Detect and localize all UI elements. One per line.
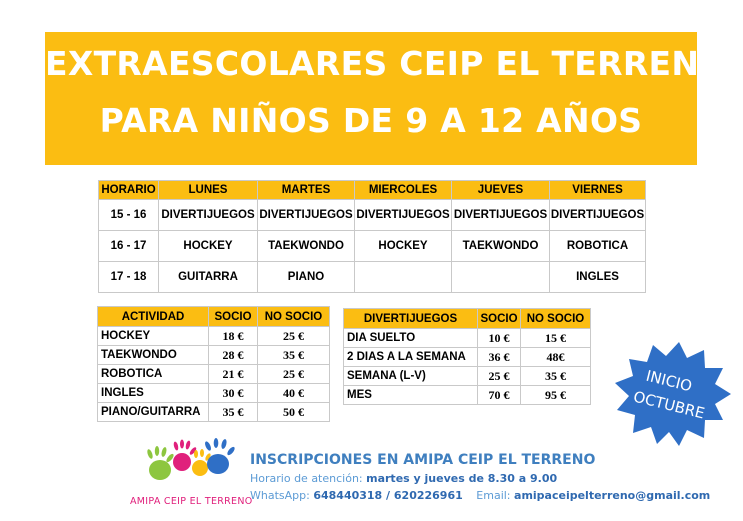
prices-row [344, 386, 591, 405]
schedule-row [99, 200, 646, 231]
schedule-cell: DIVERTIJUEGOS [452, 200, 550, 231]
schedule-header-cell: VIERNES [550, 181, 646, 200]
schedule-cell: HOCKEY [355, 231, 452, 262]
activity-name: HOCKEY [98, 327, 209, 346]
prices-row [98, 346, 330, 365]
registration-title: INSCRIPCIONES EN AMIPA CEIP EL TERRENO [250, 452, 596, 468]
non-member-price: 35 € [521, 367, 591, 386]
prices-row [98, 365, 330, 384]
prices-header-cell: NO SOCIO [258, 307, 330, 327]
schedule-cell [452, 262, 550, 293]
hours-line [250, 472, 710, 485]
activity-name: INGLES [98, 384, 209, 403]
prices-header-cell: DIVERTIJUEGOS [344, 309, 478, 329]
member-price: 10 € [478, 329, 521, 348]
member-price: 28 € [209, 346, 258, 365]
prices-header-cell: ACTIVIDAD [98, 307, 209, 327]
schedule-header-cell: MIERCOLES [355, 181, 452, 200]
prices-header-cell: NO SOCIO [521, 309, 591, 329]
email-link[interactable]: amipaceipelterreno@gmail.com [514, 489, 711, 502]
badge-line-1: INICIO [644, 366, 694, 396]
prices-row [98, 327, 330, 346]
prices-row [344, 329, 591, 348]
schedule-header-cell: JUEVES [452, 181, 550, 200]
schedule-header-cell: HORARIO [99, 181, 159, 200]
prices-row [98, 403, 330, 422]
schedule-cell: INGLES [550, 262, 646, 293]
schedule-time-cell: 16 - 17 [99, 231, 159, 262]
hours-label: Horario de atención: [250, 472, 367, 485]
schedule-cell: DIVERTIJUEGOS [550, 200, 646, 231]
schedule-cell [355, 262, 452, 293]
member-price: 35 € [209, 403, 258, 422]
member-price: 21 € [209, 365, 258, 384]
non-member-price: 25 € [258, 365, 330, 384]
activity-prices-table [97, 306, 330, 422]
schedule-row [99, 262, 646, 293]
member-price: 25 € [478, 367, 521, 386]
non-member-price: 40 € [258, 384, 330, 403]
option-name: SEMANA (L-V) [344, 367, 478, 386]
banner-title: EXTRAESCOLARES CEIP EL TERRENO [45, 44, 728, 83]
schedule-cell: HOCKEY [159, 231, 258, 262]
schedule-cell: GUITARRA [159, 262, 258, 293]
member-price: 30 € [209, 384, 258, 403]
non-member-price: 48€ [521, 348, 591, 367]
hours-value: martes y jueves de 8.30 a 9.00 [366, 472, 558, 485]
registration-info [250, 452, 710, 502]
schedule-header-cell: MARTES [258, 181, 355, 200]
non-member-price: 15 € [521, 329, 591, 348]
divertijuegos-prices-table [343, 308, 591, 405]
banner-subtitle: PARA NIÑOS DE 9 A 12 AÑOS [99, 101, 643, 140]
prices-header-row [344, 309, 591, 329]
prices-header-cell: SOCIO [209, 307, 258, 327]
non-member-price: 95 € [521, 386, 591, 405]
prices-row [344, 367, 591, 386]
member-price: 18 € [209, 327, 258, 346]
schedule-cell: ROBOTICA [550, 231, 646, 262]
email-label: Email: [476, 489, 515, 502]
schedule-cell: TAEKWONDO [452, 231, 550, 262]
schedule-row [99, 231, 646, 262]
prices-row [344, 348, 591, 367]
option-name: DIA SUELTO [344, 329, 478, 348]
activity-name: PIANO/GUITARRA [98, 403, 209, 422]
whatsapp-label: WhatsApp: [250, 489, 314, 502]
non-member-price: 25 € [258, 327, 330, 346]
contact-line [250, 489, 710, 502]
member-price: 36 € [478, 348, 521, 367]
badge-line-2: OCTUBRE [631, 387, 707, 423]
prices-header-row [98, 307, 330, 327]
option-name: 2 DIAS A LA SEMANA [344, 348, 478, 367]
schedule-table [98, 180, 646, 293]
non-member-price: 50 € [258, 403, 330, 422]
option-name: MES [344, 386, 478, 405]
schedule-cell: DIVERTIJUEGOS [355, 200, 452, 231]
title-banner [45, 32, 728, 165]
whatsapp-value: 648440318 / 620226961 [313, 489, 463, 502]
logo-caption: AMIPA CEIP EL TERRENO [130, 496, 253, 507]
schedule-cell: DIVERTIJUEGOS [258, 200, 355, 231]
prices-header-cell: SOCIO [478, 309, 521, 329]
start-date-badge [605, 338, 733, 448]
activity-name: TAEKWONDO [98, 346, 209, 365]
member-price: 70 € [478, 386, 521, 405]
schedule-time-cell: 15 - 16 [99, 200, 159, 231]
schedule-header-cell: LUNES [159, 181, 258, 200]
schedule-cell: DIVERTIJUEGOS [159, 200, 258, 231]
schedule-cell: TAEKWONDO [258, 231, 355, 262]
schedule-cell: PIANO [258, 262, 355, 293]
schedule-header-row [99, 181, 646, 200]
activity-name: ROBOTICA [98, 365, 209, 384]
schedule-time-cell: 17 - 18 [99, 262, 159, 293]
prices-row [98, 384, 330, 403]
non-member-price: 35 € [258, 346, 330, 365]
